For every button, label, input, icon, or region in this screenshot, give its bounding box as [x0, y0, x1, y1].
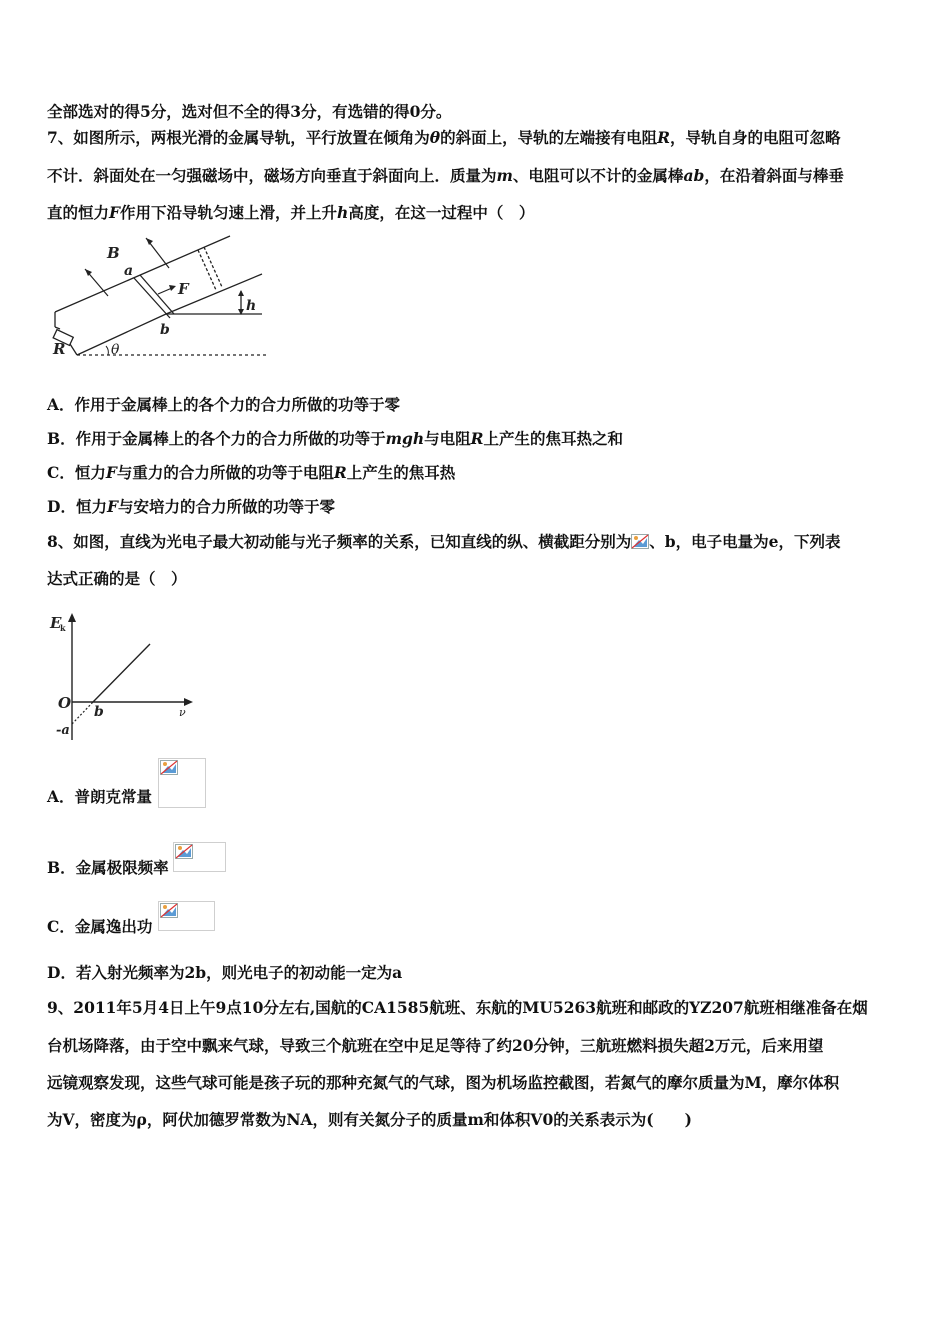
- q9-line-3: 远镜观察发现，这些气球可能是孩子玩的那种充氮气的气球，图为机场监控截图，若氮气的摩尔质量为M，摩尔体积: [47, 1073, 840, 1092]
- q7-option-c: C．恒力F与重力的合力所做的功等于电阻R上产生的焦耳热: [47, 463, 456, 482]
- broken-image-icon: [158, 758, 206, 808]
- q7-fig-label-theta: θ: [111, 342, 120, 358]
- q8-fig-label-b: b: [94, 704, 104, 720]
- q8-option-b: B．金属极限频率: [47, 858, 169, 877]
- q8-fig-label-ek-sub: k: [60, 623, 66, 633]
- q7-fig-label-f: F: [178, 280, 189, 298]
- q7-figure: [48, 232, 270, 362]
- broken-image-icon: [173, 842, 226, 872]
- q8-fig-label-nu: ν: [179, 706, 186, 719]
- q7-fig-label-b-field: B: [107, 244, 120, 262]
- q7-option-a: A．作用于金属棒上的各个力的合力所做的功等于零: [47, 395, 401, 414]
- q8-fig-label-ek: E: [50, 614, 62, 632]
- q7-line-2: 不计．斜面处在一匀强磁场中，磁场方向垂直于斜面向上．质量为m、电阻可以不计的金属棒ab，在沿着斜面与棒垂: [47, 166, 844, 185]
- q8-line-2: 达式正确的是（ ）: [47, 569, 187, 588]
- q8-line-1: 8、如图，直线为光电子最大初动能与光子频率的关系，已知直线的纵、横截距分别为 、b，电子电量为e，下列表: [47, 532, 841, 551]
- q7-fig-label-b: b: [160, 322, 170, 338]
- q9-line-2: 台机场降落，由于空中飘来气球，导致三个航班在空中足足等待了约20分钟，三航班燃料损失超2万元，后来用望: [47, 1036, 824, 1055]
- q7-fig-label-a: a: [124, 263, 134, 279]
- q7-line-3: 直的恒力F作用下沿导轨匀速上滑，并上升h高度，在这一过程中（ ）: [47, 203, 535, 222]
- q8-fig-label-neg-a: -a: [56, 723, 70, 738]
- q8-option-d: D．若入射光频率为2b，则光电子的初动能一定为a: [47, 963, 403, 982]
- q9-line-1: 9、2011年5月4日上午9点10分左右,国航的CA1585航班、东航的MU5263航班和邮政的YZ207航班相继准备在烟: [47, 998, 868, 1017]
- broken-image-icon: [631, 534, 649, 549]
- q8-fig-label-o: O: [58, 694, 72, 712]
- intro-text: 全部选对的得5分，选对但不全的得3分，有选错的得0分。: [47, 102, 452, 121]
- q9-line-4: 为V，密度为ρ，阿伏加德罗常数为NA，则有关氮分子的质量m和体积V0的关系表示为( ): [47, 1110, 692, 1129]
- q7-option-b: B．作用于金属棒上的各个力的合力所做的功等于mgh与电阻R上产生的焦耳热之和: [47, 429, 624, 448]
- q8-option-c: C．金属逸出功: [47, 917, 153, 936]
- q7-option-d: D．恒力F与安培力的合力所做的功等于零: [47, 497, 335, 516]
- q7-line-1: 7、如图所示，两根光滑的金属导轨，平行放置在倾角为θ的斜面上，导轨的左端接有电阻R，导轨自身的电阻可忽略: [47, 128, 841, 147]
- q8-option-a: A．普朗克常量: [47, 787, 153, 806]
- q7-fig-label-h: h: [246, 298, 257, 314]
- q8-figure: [48, 608, 198, 743]
- broken-image-icon: [158, 901, 215, 931]
- q7-fig-label-r: R: [53, 340, 66, 358]
